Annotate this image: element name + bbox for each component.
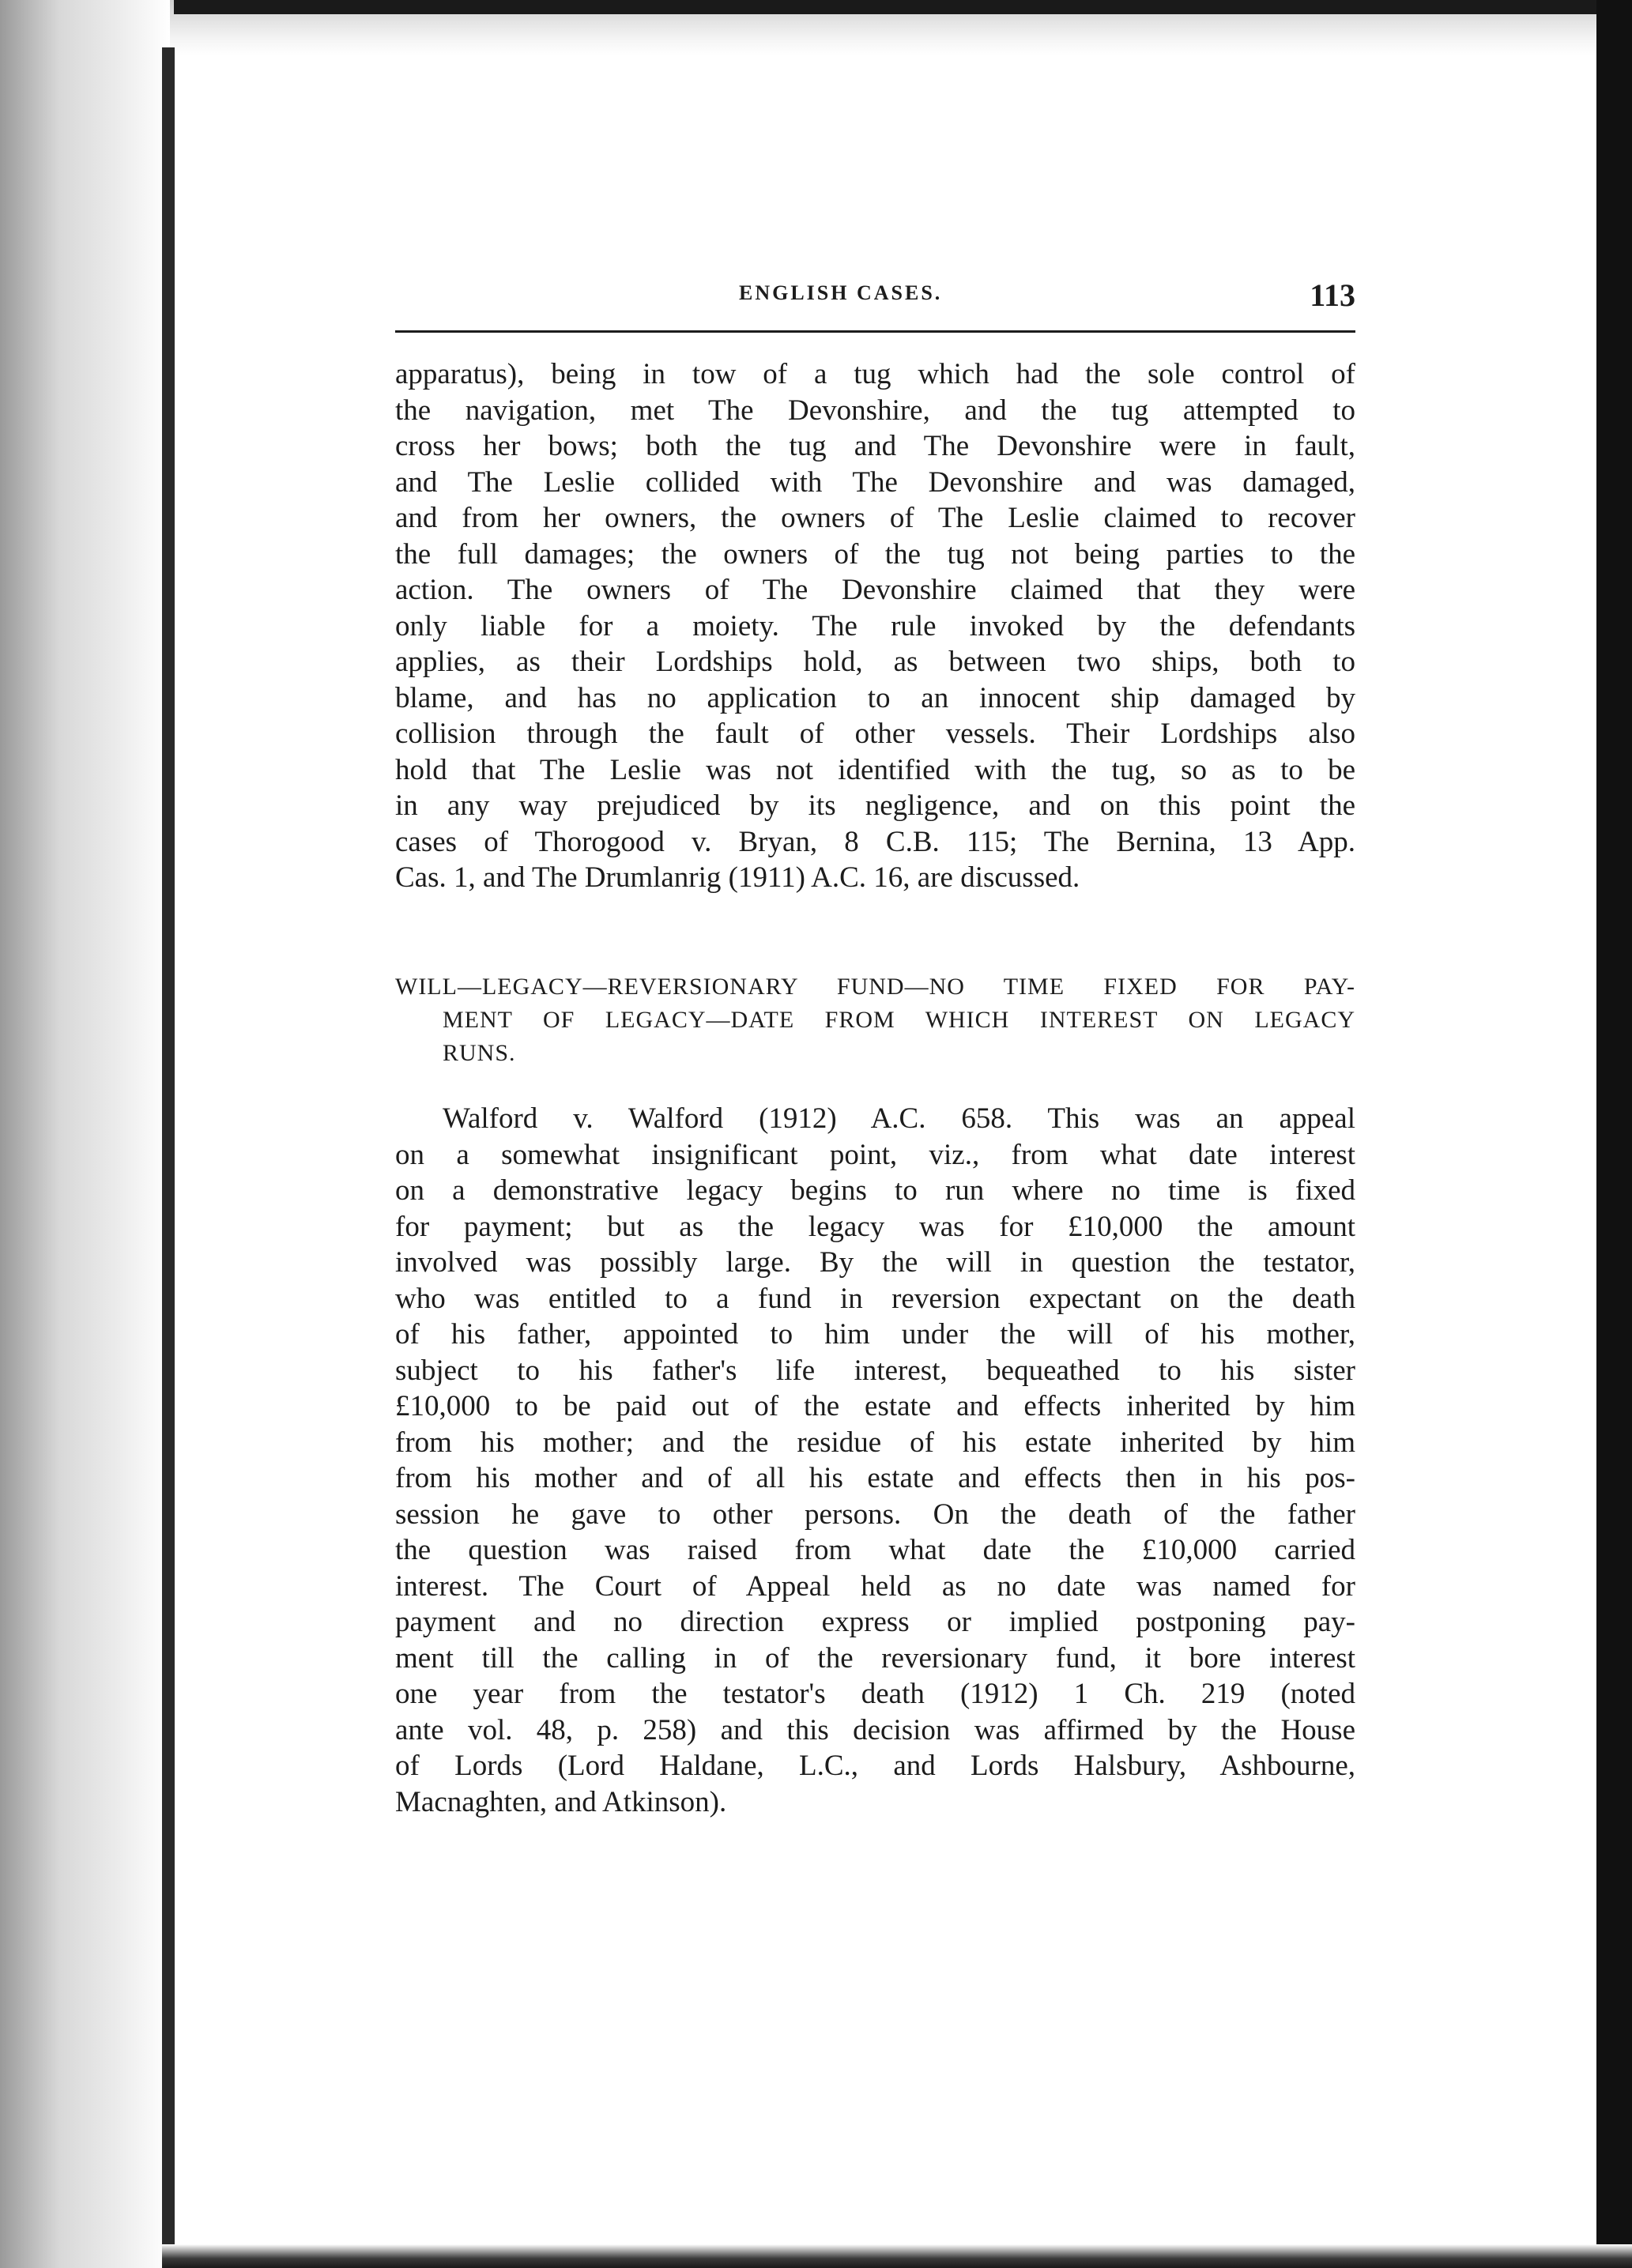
text-line: the navigation, met The Devonshire, and the tug attempted to bbox=[395, 394, 1355, 427]
text-line: in any way prejudiced by its negligence, and on this point the bbox=[395, 789, 1355, 822]
text-line: from his mother and of all his estate and effects then in his pos- bbox=[395, 1462, 1355, 1494]
headnote-line: WILL—LEGACY—REVERSIONARY FUND—NO TIME FIXED FOR PAY- bbox=[395, 974, 1355, 1000]
text-line: only liable for a moiety. The rule invoked by the defendants bbox=[395, 609, 1355, 642]
text-line: and The Leslie collided with The Devonshire and was damaged, bbox=[395, 465, 1355, 499]
text-line: cases of Thorogood v. Bryan, 8 C.B. 115; The Bernina, 13 App. bbox=[395, 825, 1355, 858]
text-line: apparatus), being in tow of a tug which had the sole control of bbox=[395, 358, 1355, 390]
text-line: payment and no direction express or implied postponing pay- bbox=[395, 1606, 1355, 1638]
text-line: applies, as their Lordships hold, as between two ships, both to bbox=[395, 646, 1355, 678]
scan-border-right bbox=[1596, 0, 1632, 2268]
paragraph-walford bbox=[395, 1101, 1355, 1820]
text-line: cross her bows; both the tug and The Devonshire were in fault, bbox=[395, 430, 1355, 462]
text-line: Macnaghten, and Atkinson). bbox=[395, 1785, 727, 1818]
paragraph-continued bbox=[395, 356, 1355, 896]
running-title: ENGLISH CASES. bbox=[739, 281, 943, 304]
page-number: 113 bbox=[1310, 277, 1355, 313]
text-line: action. The owners of The Devonshire claimed that they were bbox=[395, 574, 1355, 606]
text-line: on a somewhat insignificant point, viz., from what date interest bbox=[395, 1138, 1355, 1171]
text-line: Cas. 1, and The Drumlanrig (1911) A.C. 16, are discussed. bbox=[395, 861, 1080, 894]
text-line: Walford v. Walford (1912) A.C. 658. This was an appeal bbox=[443, 1102, 1355, 1135]
text-line: of his father, appointed to him under the will of his mother, bbox=[395, 1318, 1355, 1351]
text-line: £10,000 to be paid out of the estate and effects inherited by him bbox=[395, 1390, 1355, 1422]
page-edge-left bbox=[162, 47, 175, 2268]
text-line: collision through the fault of other vessels. Their Lordships also bbox=[395, 718, 1355, 750]
text-line: involved was possibly large. By the will in question the testator, bbox=[395, 1246, 1355, 1279]
text-line: from his mother; and the residue of his estate inherited by him bbox=[395, 1426, 1355, 1459]
scan-border-bottom bbox=[162, 2244, 1632, 2268]
text-line: on a demonstrative legacy begins to run where no time is fixed bbox=[395, 1174, 1355, 1207]
header-rule bbox=[395, 330, 1355, 333]
text-line: interest. The Court of Appeal held as no date was named for bbox=[395, 1569, 1355, 1603]
text-line: the question was raised from what date the £10,000 carried bbox=[395, 1534, 1355, 1566]
text-line: ante vol. 48, p. 258) and this decision was affirmed by the House bbox=[395, 1713, 1355, 1746]
scan-border-top bbox=[174, 0, 1632, 14]
text-line: subject to his father's life interest, bequeathed to his sister bbox=[395, 1354, 1355, 1387]
scan-shadow-left bbox=[0, 0, 170, 2268]
text-line: hold that The Leslie was not identified with the tug, so as to be bbox=[395, 753, 1355, 786]
headnote-line: MENT OF LEGACY—DATE FROM WHICH INTEREST ON LEGACY bbox=[443, 1007, 1355, 1033]
text-line: the full damages; the owners of the tug not being parties to the bbox=[395, 537, 1355, 571]
headnote-line: RUNS. bbox=[443, 1040, 516, 1066]
text-line: for payment; but as the legacy was for £10,000 the amount bbox=[395, 1210, 1355, 1243]
case-headnote bbox=[395, 970, 1355, 1070]
running-head bbox=[395, 277, 1355, 324]
text-line: one year from the testator's death (1912) 1 Ch. 219 (noted bbox=[395, 1678, 1355, 1710]
text-line: and from her owners, the owners of The Leslie claimed to recover bbox=[395, 502, 1355, 534]
text-line: session he gave to other persons. On the death of the father bbox=[395, 1498, 1355, 1531]
text-line: blame, and has no application to an innocent ship damaged by bbox=[395, 681, 1355, 714]
text-line: ment till the calling in of the reversionary fund, it bore interest bbox=[395, 1641, 1355, 1675]
text-line: of Lords (Lord Haldane, L.C., and Lords Halsbury, Ashbourne, bbox=[395, 1750, 1355, 1782]
text-line: who was entitled to a fund in reversion expectant on the death bbox=[395, 1282, 1355, 1315]
